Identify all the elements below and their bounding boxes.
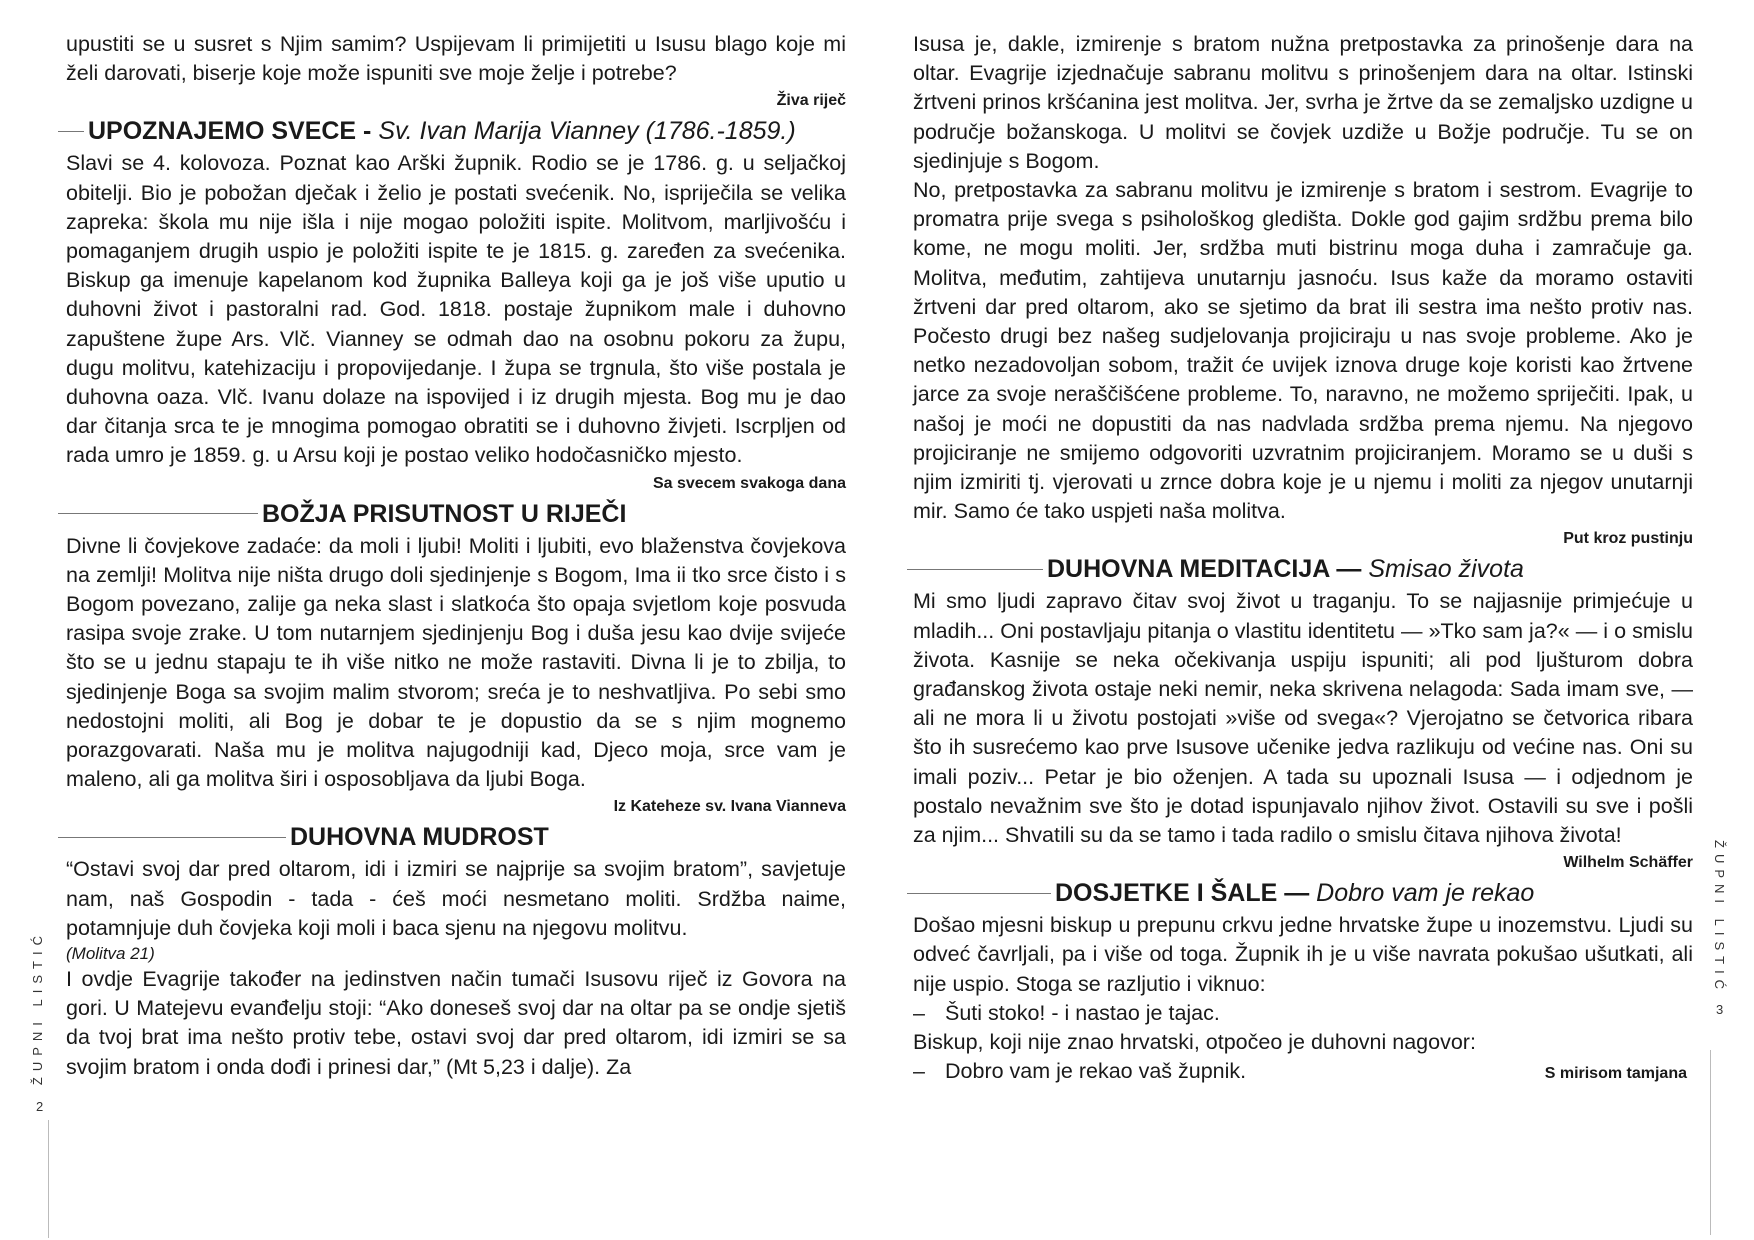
heading-rule	[58, 513, 258, 514]
right-margin-label: ŽUPNI LISTIĆ	[1712, 840, 1727, 996]
heading-bold-text: DOSJETKE I ŠALE —	[1055, 879, 1310, 908]
heading-rule	[58, 131, 84, 132]
heading-text: BOŽJA PRISUTNOST U RIJEČI	[262, 499, 627, 528]
left-margin-label: ŽUPNI LISTIĆ	[30, 930, 45, 1086]
section-heading-meditation	[907, 553, 1693, 585]
heading-italic-text: Smisao života	[1368, 555, 1524, 584]
heading-bold-text: UPOZNAJEMO SVECE -	[88, 117, 372, 146]
heading-text: DUHOVNA MUDROST	[290, 823, 549, 852]
heading-italic-text: Dobro vam je rekao	[1316, 879, 1535, 908]
heading-italic-text: Sv. Ivan Marija Vianney (1786.-1859.)	[378, 117, 796, 146]
presence-body: Divne li čovjekove zadaće: da moli i ljubi! Moliti i ljubiti, evo blaženstva čovjekova na zemlji! Molitva nije ništa drugo doli sjedinjenje s Bogom, Ima ii tko srce čisto i s Bogom povezano, zalije ga neka slast i slatkoća što opaja svjetlom koje posvuda rasipa svoje zrake. U tom nutarnjem sjedinjenju Bog i duša jesu kao dvije svijeće što se u jednu stapaju te ih više nitko ne može rastaviti. Divna li je to zbilja, to sjedinjenje Boga sa svojim malim stvorom; sreća je to neshvatljiva. Po sebi smo nedostojni moliti, ali Bog je dobar te je dopustio da se s njim mognemo porazgovarati. Naša mu je molitva najugodniji kad, Djeco moja, srce vam je maleno, ali ga molitva širi i osposobljava da ljubi Boga.	[66, 533, 846, 792]
presence-source: Iz Kateheze sv. Ivana Vianneva	[613, 798, 846, 816]
continuation-paragraph-2: No, pretpostavka za sabranu molitvu je izmirenje s bratom i sestrom. Evagrije to promatra prije svega s psihološkog gledišta. Dokle god gajim srdžbu prema bilo kome, ne mogu moliti. Jer, srdžba muti bistrinu moga duha i zamračuje ga. Molitva, međutim, zahtijeva unutarnju jasnoću. Isus kaže da moramo ostaviti žrtveni dar pred oltarom, ako se sjetimo da brat ili sestra ima nešto protiv nas. Počesto drugi bez našeg sudjelovanja projiciraju u nas svoje probleme. Ako je netko nezadovoljan sobom, tražit će uvijek iznova druge koje koristi kao žrtvene jarce za svoje neraščišćene probleme. To, naravno, ne možemo spriječiti. Ipak, u našoj je moći ne dopustiti da nas nadvlada srdžba prema njemu. Na njegovo projiciranje ne smijemo odgovoriti uzvratnim projiciranjem. Moramo se u duši s njim izmiriti tj. vjerovati u zrnce dobra koje je u njemu i moliti za njegov unutarnji mir. Samo će tako uspjeti naša molitva.	[913, 178, 1693, 524]
continuation-source: Put kroz pustinju	[1563, 530, 1693, 548]
wisdom-body-1: “Ostavi svoj dar pred oltarom, idi i izmiri se najprije sa svojim bratom”, savjetuje nam, naš Gospodin - tada - ćeš moći nesmetano moliti. Srdžba naime, potamnjuje duh čovjeka koji moli i baca sjenu na njegovu molitvu.	[66, 857, 846, 940]
left-page-number: 2	[36, 1099, 44, 1114]
jokes-body: Došao mjesni biskup u prepunu crkvu jedne hrvatske župe u inozemstvu. Ljudi su odveć čavrljali, pa i više od toga. Župnik ih je u više navrata pokušao ušutkati, ali nije uspio. Stoga se razljutio i viknuo:	[913, 913, 1693, 996]
left-page-column	[66, 30, 846, 1082]
jokes-last-line	[913, 1057, 1693, 1086]
meditation-body: Mi smo ljudi zapravo čitav svoj život u traganju. To se najjasnije primjećuje u mladih... Oni postavljaju pitanja o vlastitu identitetu — »Tko sam ja?« — i o smislu života. Kasnije se neka očekivanja uspiju ispuniti; ali pod ljušturom dobra građanskog života ostaje neki nemir, neka skrivena nelagoda: Sada imam sve, — ali ne mora li u životu postojati »više od svega«? Vjerojatno se četvorica ribara što ih susrećemo kao prve Isusove učenike jedva razlikuju od većine nas. Oni su imali poziv... Petar je bio oženjen. A tada su upoznali Isusa — i odjednom je postalo nevažnim sve što je dotad ispunjavalo njihov život. Ostavili su sve i pošli za njim... Shvatili su da se tamo i tada radilo o smislu čitava njihova života!	[913, 589, 1693, 848]
jokes-list-item-2: – Dobro vam je rekao vaš župnik.	[913, 1057, 1246, 1086]
saints-source: Sa svecem svakoga dana	[652, 474, 846, 492]
jokes-list-item-1: – Šuti stoko! - i nastao je tajac.	[913, 999, 1693, 1028]
right-page-column	[913, 30, 1693, 1087]
jokes-source: S mirisom tamjana	[1544, 1065, 1687, 1083]
right-page-number: 3	[1716, 1002, 1724, 1017]
jokes-line-2: Biskup, koji nije znao hrvatski, otpočeo je duhovni nagovor:	[913, 1030, 1476, 1055]
wisdom-note: (Molitva 21)	[66, 944, 155, 964]
intro-source: Živa riječ	[776, 92, 846, 110]
heading-bold-text: DUHOVNA MEDITACIJA —	[1047, 555, 1362, 584]
heading-rule	[907, 569, 1043, 570]
continuation-paragraph-1: Isusa je, dakle, izmirenje s bratom nužna pretpostavka za prinošenje dara na oltar. Evagrije izjednačuje sabranu molitvu s prinošenjem dara na oltar. Istinski žrtveni prinos kršćanina jest molitva. Jer, svrha je žrtve da se zemaljsko uzdigne u područje božanskoga. U molitvi se čovjek uzdiže u Božje područje. Tu se on sjedinjuje s Bogom.	[913, 32, 1693, 173]
heading-rule	[907, 893, 1051, 894]
section-heading-presence	[58, 498, 846, 530]
section-heading-jokes	[907, 877, 1693, 909]
meditation-source: Wilhelm Schäffer	[1563, 854, 1693, 872]
saints-body: Slavi se 4. kolovoza. Poznat kao Arški župnik. Rodio se je 1786. g. u seljačkoj obitelji. Bio je pobožan dječak i želio je postati svećenik. No, ispriječila se velika zapreka: škola mu nije išla i nije mogao položiti ispite. Molitvom, marljivošću i pomaganjem drugih uspio je položiti ispite te je 1815. g. zaređen za svećenika. Biskup ga imenuje kapelanom kod župnika Balleya koji ga je još više uputio u duhovni život i pastoralni rad. God. 1818. postaje župnikom male i duhovno zapuštene župe Ars. Vlč. Vianney se odmah dao na osobnu pokoru za župu, dugu molitvu, katehizaciju i propovijedanje. I župa se trgnula, što više postala je duhovna oaza. Vlč. Ivanu dolaze na ispovijed i iz drugih mjesta. Bog mu je dao dar čitanja srca te je mnogima pomogao obratiti se i duhovno živjeti. Iscrpljen od rada umro je 1859. g. u Arsu koji je postao veliko hodočasničko mjesto.	[66, 151, 846, 468]
left-margin-rule	[48, 1120, 49, 1238]
wisdom-body-2: I ovdje Evagrije također na jedinstven način tumači Isusovu riječ iz Govora na gori. U Matejevu evanđelju stoji: “Ako doneseš svoj dar na oltar pa se ondje sjetiš da tvoj brat ima nešto protiv tebe, ostavi svoj dar pred oltarom, idi izmiri se sa svojim bratom i onda dođi i prinesi dar,” (Mt 5,23 i dalje). Za	[66, 967, 846, 1079]
heading-rule	[58, 837, 286, 838]
section-heading-wisdom	[58, 821, 846, 853]
right-margin-rule	[1710, 1050, 1711, 1235]
section-heading-saints	[58, 115, 846, 147]
intro-paragraph: upustiti se u susret s Njim samim? Uspijevam li primijetiti u Isusu blago koje mi želi darovati, biserje koje može ispuniti sve moje želje i potrebe?	[66, 32, 846, 86]
